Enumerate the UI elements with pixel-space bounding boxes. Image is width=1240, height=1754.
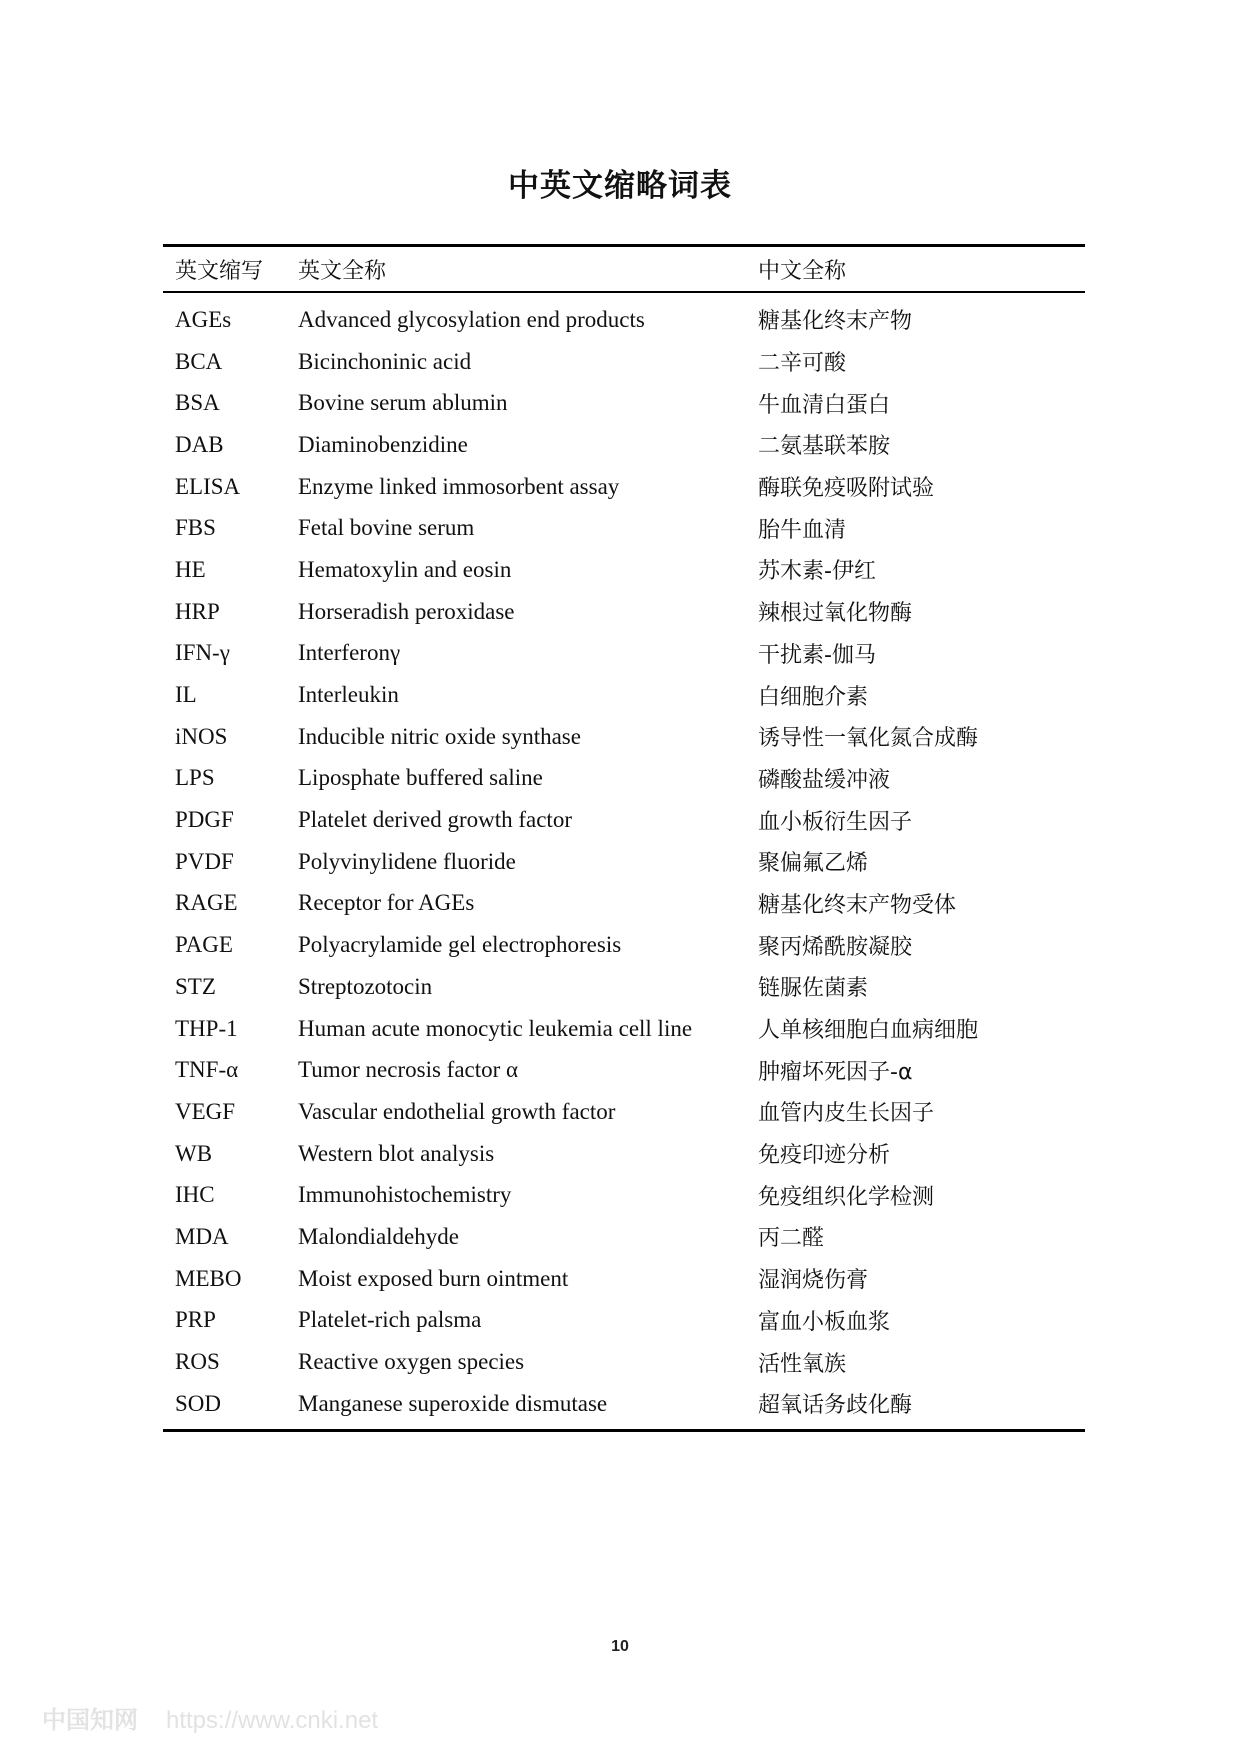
table-row <box>163 382 1085 424</box>
page-title: 中英文缩略词表 <box>508 168 732 204</box>
table-row <box>163 1049 1085 1091</box>
chinese-name-cell: 肿瘤坏死因子-α <box>758 1059 913 1085</box>
chinese-name-cell: 湿润烧伤膏 <box>758 1268 869 1294</box>
english-name-cell: Diaminobenzidine <box>298 431 468 457</box>
chinese-name-cell: 白细胞介素 <box>758 684 869 710</box>
chinese-name-cell: 二辛可酸 <box>758 351 847 377</box>
english-name-cell: Inducible nitric oxide synthase <box>298 723 581 749</box>
table-row <box>163 466 1085 508</box>
abbr-cell: LPS <box>175 765 215 791</box>
english-name-cell: Bovine serum ablumin <box>298 390 508 416</box>
english-name-cell: Platelet-rich palsma <box>298 1307 482 1333</box>
abbr-cell: HE <box>175 556 206 582</box>
table-row <box>163 591 1085 633</box>
english-name-cell: Streptozotocin <box>298 973 433 999</box>
table-row <box>163 966 1085 1008</box>
english-name-cell: Bicinchoninic acid <box>298 348 472 374</box>
abbr-cell: DAB <box>175 431 224 457</box>
abbr-cell: HRP <box>175 598 220 624</box>
abbr-cell: MDA <box>175 1223 229 1249</box>
abbr-cell: IFN-γ <box>175 640 230 666</box>
chinese-name-cell: 血管内皮生长因子 <box>758 1101 935 1127</box>
abbr-cell: BSA <box>175 390 220 416</box>
abbr-cell: WB <box>175 1140 213 1166</box>
table-row <box>163 1216 1085 1258</box>
chinese-name-cell: 磷酸盐缓冲液 <box>758 767 891 793</box>
chinese-name-cell: 酶联免疫吸附试验 <box>758 476 935 502</box>
header-chinese-full-name: 中文全称 <box>758 258 847 284</box>
abbr-cell: PAGE <box>175 932 233 958</box>
table-row <box>163 716 1085 758</box>
abbr-cell: iNOS <box>175 723 228 749</box>
table-row <box>163 424 1085 466</box>
table-row <box>163 1174 1085 1216</box>
english-name-cell: Enzyme linked immosorbent assay <box>298 473 620 499</box>
chinese-name-cell: 聚偏氟乙烯 <box>758 851 869 877</box>
chinese-name-cell: 人单核细胞白血病细胞 <box>758 1018 979 1044</box>
abbr-cell: THP-1 <box>175 1015 238 1041</box>
chinese-name-cell: 聚丙烯酰胺凝胶 <box>758 934 913 960</box>
abbr-cell: BCA <box>175 348 223 374</box>
english-name-cell: Malondialdehyde <box>298 1223 459 1249</box>
english-name-cell: Tumor necrosis factor α <box>298 1057 519 1083</box>
header-abbr: 英文缩写 <box>175 258 264 284</box>
abbr-cell: PDGF <box>175 807 234 833</box>
chinese-name-cell: 牛血清白蛋白 <box>758 392 891 418</box>
english-name-cell: Moist exposed burn ointment <box>298 1265 569 1291</box>
english-name-cell: Liposphate buffered saline <box>298 765 543 791</box>
english-name-cell: Human acute monocytic leukemia cell line <box>298 1015 693 1041</box>
abbreviation-table <box>163 244 1085 1432</box>
english-name-cell: Polyacrylamide gel electrophoresis <box>298 932 622 958</box>
english-name-cell: Advanced glycosylation end products <box>298 306 645 332</box>
cnki-watermark <box>42 1700 378 1735</box>
english-name-cell: Vascular endothelial growth factor <box>298 1098 616 1124</box>
english-name-cell: Western blot analysis <box>298 1140 495 1166</box>
abbr-cell: PVDF <box>175 848 234 874</box>
abbr-cell: MEBO <box>175 1265 242 1291</box>
abbr-cell: TNF-α <box>175 1057 239 1083</box>
table-row <box>163 299 1085 341</box>
chinese-name-cell: 免疫印迹分析 <box>758 1143 891 1169</box>
chinese-name-cell: 免疫组织化学检测 <box>758 1184 935 1210</box>
abbr-cell: ELISA <box>175 473 241 499</box>
table-row <box>163 758 1085 800</box>
chinese-name-cell: 血小板衍生因子 <box>758 809 913 835</box>
table-body <box>163 293 1085 1429</box>
table-row <box>163 341 1085 383</box>
table-row <box>163 507 1085 549</box>
table-row <box>163 633 1085 675</box>
chinese-name-cell: 二氨基联苯胺 <box>758 434 891 460</box>
abbr-cell: PRP <box>175 1307 216 1333</box>
chinese-name-cell: 干扰素-伽马 <box>758 642 876 668</box>
abbr-cell: ROS <box>175 1349 220 1375</box>
table-row <box>163 1341 1085 1383</box>
watermark-brand: 中国知网 <box>42 1706 138 1734</box>
header-english-full-name: 英文全称 <box>298 258 387 284</box>
english-name-cell: Polyvinylidene fluoride <box>298 848 516 874</box>
english-name-cell: Immunohistochemistry <box>298 1182 512 1208</box>
page-number: 10 <box>611 1638 629 1655</box>
chinese-name-cell: 活性氧族 <box>758 1351 847 1377</box>
english-name-cell: Interferonγ <box>298 640 401 666</box>
table-row <box>163 549 1085 591</box>
english-name-cell: Reactive oxygen species <box>298 1349 525 1375</box>
english-name-cell: Horseradish peroxidase <box>298 598 515 624</box>
abbr-cell: FBS <box>175 515 216 541</box>
table-row <box>163 674 1085 716</box>
english-name-cell: Receptor for AGEs <box>298 890 475 916</box>
chinese-name-cell: 苏木素-伊红 <box>758 559 876 585</box>
abbr-cell: STZ <box>175 973 216 999</box>
english-name-cell: Hematoxylin and eosin <box>298 556 512 582</box>
chinese-name-cell: 诱导性一氧化氮合成酶 <box>758 726 979 752</box>
abbr-cell: IL <box>175 682 197 708</box>
chinese-name-cell: 糖基化终末产物受体 <box>758 892 957 918</box>
abbr-cell: AGEs <box>175 306 232 332</box>
english-name-cell: Manganese superoxide dismutase <box>298 1390 608 1416</box>
table-row <box>163 924 1085 966</box>
abbr-cell: RAGE <box>175 890 238 916</box>
chinese-name-cell: 链脲佐菌素 <box>758 976 869 1002</box>
table-row <box>163 1091 1085 1133</box>
table-row <box>163 1300 1085 1342</box>
table-row <box>163 1258 1085 1300</box>
english-name-cell: Interleukin <box>298 682 399 708</box>
chinese-name-cell: 辣根过氧化物酶 <box>758 601 913 627</box>
chinese-name-cell: 胎牛血清 <box>758 517 847 543</box>
english-name-cell: Fetal bovine serum <box>298 515 475 541</box>
watermark-url: https://www.cnki.net <box>166 1707 379 1734</box>
abbr-cell: IHC <box>175 1182 215 1208</box>
abbr-cell: SOD <box>175 1390 222 1416</box>
abbr-cell: VEGF <box>175 1098 236 1124</box>
table-row <box>163 841 1085 883</box>
chinese-name-cell: 丙二醛 <box>758 1226 825 1252</box>
table-row <box>163 1383 1085 1425</box>
chinese-name-cell: 糖基化终末产物 <box>758 309 913 335</box>
table-row <box>163 1133 1085 1175</box>
english-name-cell: Platelet derived growth factor <box>298 807 572 833</box>
chinese-name-cell: 超氧话务歧化酶 <box>758 1393 913 1419</box>
chinese-name-cell: 富血小板血浆 <box>758 1309 891 1335</box>
table-row <box>163 883 1085 925</box>
table-row <box>163 1008 1085 1050</box>
table-row <box>163 799 1085 841</box>
table-header-row <box>163 247 1085 293</box>
